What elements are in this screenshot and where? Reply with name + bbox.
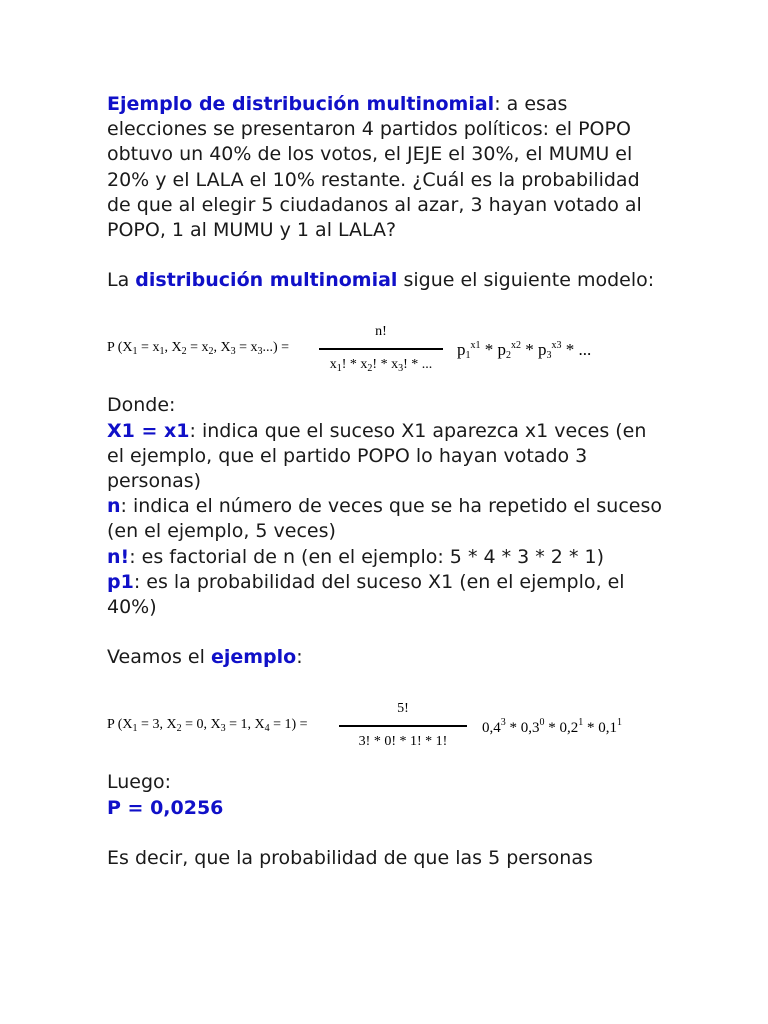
definition-text: : es factorial de n (en el ejemplo: 5 * 4 * 3 * 2 * 1): [129, 545, 604, 568]
definition-text: : es la probabilidad del suceso X1 (en el ejemplo, el 40%): [107, 570, 625, 619]
formula-example-numerator: 5!: [397, 701, 409, 717]
example-post: :: [296, 646, 303, 669]
model-pre: La: [107, 269, 136, 292]
result-value: P = 0,0256: [107, 796, 224, 819]
example-pre: Veamos el: [107, 646, 211, 669]
formula-general-numerator: n!: [375, 324, 387, 340]
model-post: sigue el siguiente modelo:: [397, 269, 655, 292]
definition-item: [107, 494, 667, 544]
formula-example-fraction: [339, 696, 467, 753]
conclusion-text: Es decir, que la probabilidad de que las 5 personas: [107, 846, 593, 869]
definition-text: : indica el número de veces que se ha repetido el suceso (en el ejemplo, 5 veces): [107, 495, 662, 543]
model-paragraph: [107, 268, 667, 293]
document-body: [107, 92, 667, 871]
definition-term: n: [107, 495, 121, 518]
definitions-heading: Donde:: [107, 394, 176, 417]
example-paragraph: [107, 645, 667, 670]
definition-item: [107, 545, 667, 570]
result-heading: Luego:: [107, 771, 172, 794]
definition-term: n!: [107, 545, 130, 568]
intro-text: : a esas elecciones se presentaron 4 partidos políticos: el POPO obtuvo un 40% de los votos, el JEJE el 30%, el MUMU el 20% y el LALA el 10% restante. ¿Cuál es la probabilidad de que al elegir 5 ciudadanos al azar, 3 hayan votado al POPO, 1 al MUMU y 1 al LALA?: [107, 93, 642, 242]
intro-title: Ejemplo de distribución multinomial: [107, 93, 495, 115]
intro-paragraph: [107, 92, 667, 243]
definition-item: [107, 419, 667, 495]
example-term: ejemplo: [210, 646, 297, 669]
formula-general-fraction: n! $x_1$! * $x_2$! * $x_3$! * ...: [319, 319, 443, 380]
definition-text: : indica que el suceso X1 aparezca x1 veces (en el ejemplo, que el partido POPO lo hayan votado 3 personas): [107, 419, 647, 493]
definition-term: p1: [107, 570, 134, 593]
model-term: distribución multinomial: [135, 269, 398, 292]
definition-term: X1 = x1: [107, 419, 190, 442]
formula-example: P ($X_1 = 3$, $X_2 = 0$, $X_3 = 1$, $X_4 = 1$) = 5! 3! * 0! * 1! * 1! $0,4^3 * 0,3^0 * 0,2^1 * 0,1^1$: [107, 686, 667, 758]
definition-item: [107, 570, 667, 620]
formula-general: P ($X_1 = x_1$, $X_2 = x_2$, $X_3 = x_3$...) = n! $x_1$! * $x_2$! * $x_3$! * ... $p_1^{x1} * p_2^{x2} * p_3^{x3}$ * ...: [107, 309, 667, 381]
formula-example-denominator: 3! * 0! * 1! * 1!: [358, 733, 448, 749]
